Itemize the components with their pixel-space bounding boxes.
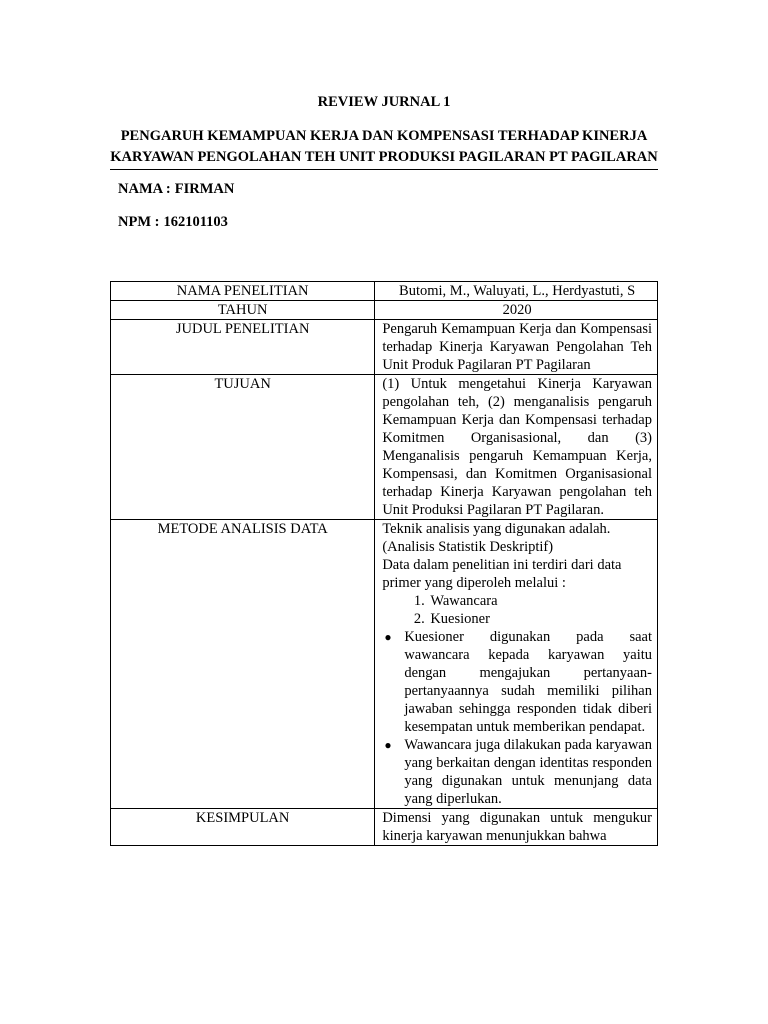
- row-value-conclusion: Dimensi yang digunakan untuk mengukur kinerja karyawan menunjukkan bahwa: [382, 810, 652, 844]
- table-row: [111, 282, 658, 301]
- row-key-objective: TUJUAN: [111, 375, 375, 520]
- paper-title-line-2: KARYAWAN PENGOLAHAN TEH UNIT PRODUKSI PAGILARAN PT PAGILARAN: [110, 147, 657, 170]
- paper-title: [0, 126, 768, 170]
- review-title: REVIEW JURNAL 1: [317, 94, 451, 110]
- row-value-researcher: Butomi, M., Waluyati, L., Herdyastuti, S: [375, 282, 658, 301]
- method-list: [382, 592, 652, 628]
- student-npm-label: NPM :: [118, 214, 160, 230]
- table-row: [111, 375, 658, 520]
- note-text: Wawancara juga dilakukan pada karyawan yang berkaitan dengan identitas responden yang digunakan untuk menunjang data yang diperlukan.: [404, 737, 652, 807]
- method-notes: [382, 628, 652, 808]
- paper-title-line-1: PENGARUH KEMAMPUAN KERJA DAN KOMPENSASI TERHADAP KINERJA: [120, 128, 648, 144]
- student-name-value: FIRMAN: [174, 181, 235, 197]
- row-key-title: JUDUL PENELITIAN: [111, 320, 375, 375]
- table-row: [111, 809, 658, 846]
- student-name-label: NAMA :: [118, 181, 171, 197]
- review-table: [110, 281, 658, 846]
- table-row: [111, 520, 658, 809]
- bullet-icon: ●: [384, 738, 392, 752]
- row-value-year: 2020: [375, 301, 658, 320]
- method-intro-2: (Analisis Statistik Deskriptif): [382, 539, 554, 555]
- list-item: [384, 736, 652, 808]
- method-intro-1: Teknik analisis yang digunakan adalah.: [382, 521, 611, 537]
- list-item: 2. Kuesioner: [428, 610, 652, 628]
- table-row: [111, 320, 658, 375]
- list-item: [384, 628, 652, 736]
- table-row: [111, 301, 658, 320]
- student-name: [118, 181, 234, 198]
- row-key-researcher: NAMA PENELITIAN: [111, 282, 375, 301]
- row-value-method: [375, 520, 658, 809]
- method-intro-3: Data dalam penelitian ini terdiri dari data primer yang diperoleh melalui :: [382, 557, 622, 591]
- row-key-method: METODE ANALISIS DATA: [111, 520, 375, 809]
- row-key-conclusion: KESIMPULAN: [111, 809, 375, 846]
- row-value-objective: (1) Untuk mengetahui Kinerja Karyawan pengolahan teh, (2) menganalisis pengaruh Kemampuan Kerja dan Kompensasi terhadap Komitmen Organisasional, dan (3) Menganalisis pengaruh Kemampuan Kerja, Kompensasi, dan Komitmen Organisasional terhadap Kinerja Karyawan pengolahan teh Unit Produksi Pagilaran PT Pagilaran.: [375, 375, 658, 520]
- row-key-year: TAHUN: [111, 301, 375, 320]
- row-value-conclusion-cell: [375, 809, 658, 846]
- bullet-icon: ●: [384, 630, 392, 644]
- student-npm: [118, 214, 228, 231]
- list-item: 1. Wawancara: [428, 592, 652, 610]
- note-text: Kuesioner digunakan pada saat wawancara kepada karyawan yaitu dengan mengajukan pertanyaan-pertanyaannya sudah memiliki pilihan jawaban sehingga responden tidak diberi kesempatan untuk memberikan pendapat.: [404, 629, 652, 735]
- student-npm-value: 162101103: [163, 214, 228, 230]
- row-value-title: Pengaruh Kemampuan Kerja dan Kompensasi terhadap Kinerja Karyawan Pengolahan Teh Unit Produk Pagilaran PT Pagilaran: [375, 320, 658, 375]
